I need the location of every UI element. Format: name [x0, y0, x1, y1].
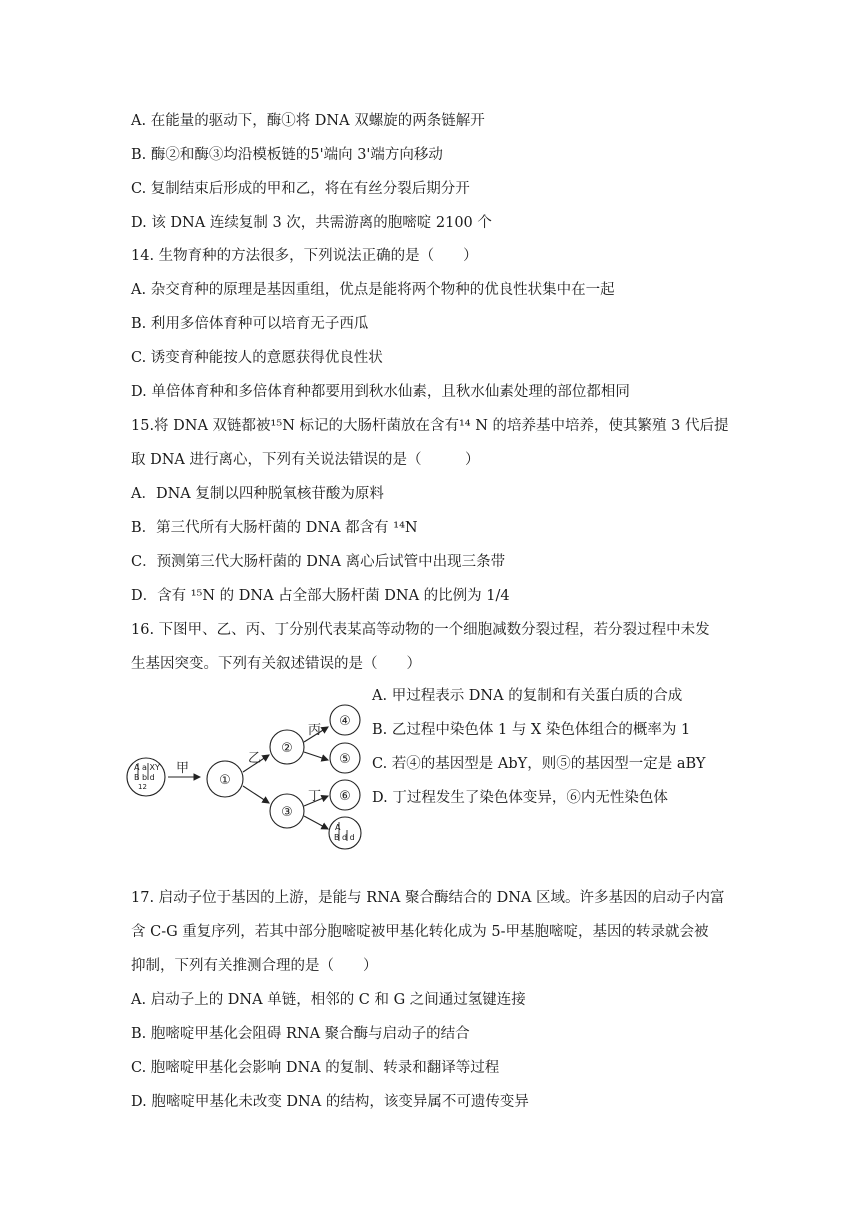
q17-option-d: D. 胞嘧啶甲基化未改变 DNA 的结构，该变异属不可遗传变异 [131, 1094, 529, 1110]
parent-cell-genes-row1: A a XY [134, 763, 160, 772]
q13-option-b: B. 酶②和酶③均沿模板链的5'端向 3'端方向移动 [131, 147, 443, 163]
q15-stem-line2: 取 DNA 进行离心，下列有关说法错误的是（ ） [131, 452, 480, 468]
q13-option-d: D. 该 DNA 连续复制 3 次，共需游离的胞嘧啶 2100 个 [131, 215, 492, 231]
q16-option-b: B. 乙过程中染色体 1 与 X 染色体组合的概率为 1 [372, 722, 691, 738]
q16-stem-line2: 生基因突变。下列有关叙述错误的是（ ） [131, 656, 421, 672]
label-jia: 甲 [176, 761, 190, 776]
q13-option-a: A. 在能量的驱动下，酶①将 DNA 双螺旋的两条链解开 [131, 113, 485, 129]
q15-option-d: D．含有 ¹⁵N 的 DNA 占全部大肠杆菌 DNA 的比例为 1/4 [131, 588, 510, 604]
q15-stem-line1: 15.将 DNA 双链都被¹⁵N 标记的大肠杆菌放在含有¹⁴ N 的培养基中培养，使其繁殖 3 代后提 [131, 418, 729, 434]
q17-option-a: A. 启动子上的 DNA 单链，相邻的 C 和 G 之间通过氢键连接 [131, 992, 526, 1008]
parent-cell [127, 758, 165, 796]
q16-stem-line1: 16. 下图甲、乙、丙、丁分别代表某高等动物的一个细胞减数分裂过程，若分裂过程中未发 [131, 622, 710, 638]
cell-7-genes-row1: A [335, 823, 341, 832]
q14-option-a: A. 杂交育种的原理是基因重组，优点是能将两个物种的优良性状集中在一起 [131, 282, 615, 298]
q17-stem-line2: 含 C-G 重复序列，若其中部分胞嘧啶被甲基化转化成为 5-甲基胞嘧啶，基因的转录就会被 [131, 924, 709, 940]
q15-option-a: A．DNA 复制以四种脱氧核苷酸为原料 [131, 486, 384, 502]
q17-stem-line3: 抑制，下列有关推测合理的是（ ） [131, 958, 378, 974]
q15-option-c: C．预测第三代大肠杆菌的 DNA 离心后试管中出现三条带 [131, 554, 506, 570]
meiosis-diagram [124, 700, 372, 852]
q16-option-d: D. 丁过程发生了染色体变异，⑥内无性染色体 [372, 790, 668, 806]
q15-option-b: B．第三代所有大肠杆菌的 DNA 都含有 ¹⁴N [131, 520, 418, 536]
q17-stem-line1: 17. 启动子位于基因的上游，是能与 RNA 聚合酶结合的 DNA 区域。许多基因的启动子内富 [131, 890, 725, 906]
q16-option-c: C. 若④的基因型是 AbY，则⑤的基因型一定是 aBY [372, 756, 706, 772]
q14-option-d: D. 单倍体育种和多倍体育种都要用到秋水仙素，且秋水仙素处理的部位都相同 [131, 384, 630, 400]
cell-3-label: ③ [281, 805, 293, 820]
q13-option-c: C. 复制结束后形成的甲和乙，将在有丝分裂后期分开 [131, 181, 470, 197]
arrow-1-to-3 [243, 786, 269, 803]
cell-4-label: ④ [339, 714, 351, 729]
label-yi: 乙 [248, 751, 262, 766]
cell-7-genes-row2: B d d [334, 833, 355, 842]
cell-1-label: ① [219, 773, 231, 788]
q17-option-b: B. 胞嘧啶甲基化会阻碍 RNA 聚合酶与启动子的结合 [131, 1026, 470, 1042]
parent-cell-genes-row2: B b d [134, 773, 155, 782]
arrow-3-to-7 [304, 816, 328, 829]
cell-2-label: ② [281, 741, 293, 756]
parent-cell-chromosome-numbers: 12 [138, 783, 147, 791]
cell-6-label: ⑥ [339, 789, 351, 804]
q14-option-b: B. 利用多倍体育种可以培育无子西瓜 [131, 316, 369, 332]
q17-option-c: C. 胞嘧啶甲基化会影响 DNA 的复制、转录和翻译等过程 [131, 1060, 500, 1076]
q14-option-c: C. 诱变育种能按人的意愿获得优良性状 [131, 350, 383, 366]
label-ding: 丁 [308, 789, 322, 804]
cell-7 [329, 817, 361, 849]
label-bing: 丙 [308, 723, 322, 738]
cell-5-label: ⑤ [339, 752, 351, 767]
q16-option-a: A. 甲过程表示 DNA 的复制和有关蛋白质的合成 [372, 688, 683, 704]
arrow-2-to-5 [304, 752, 328, 760]
q14-stem: 14. 生物育种的方法很多，下列说法正确的是（ ） [131, 248, 478, 264]
